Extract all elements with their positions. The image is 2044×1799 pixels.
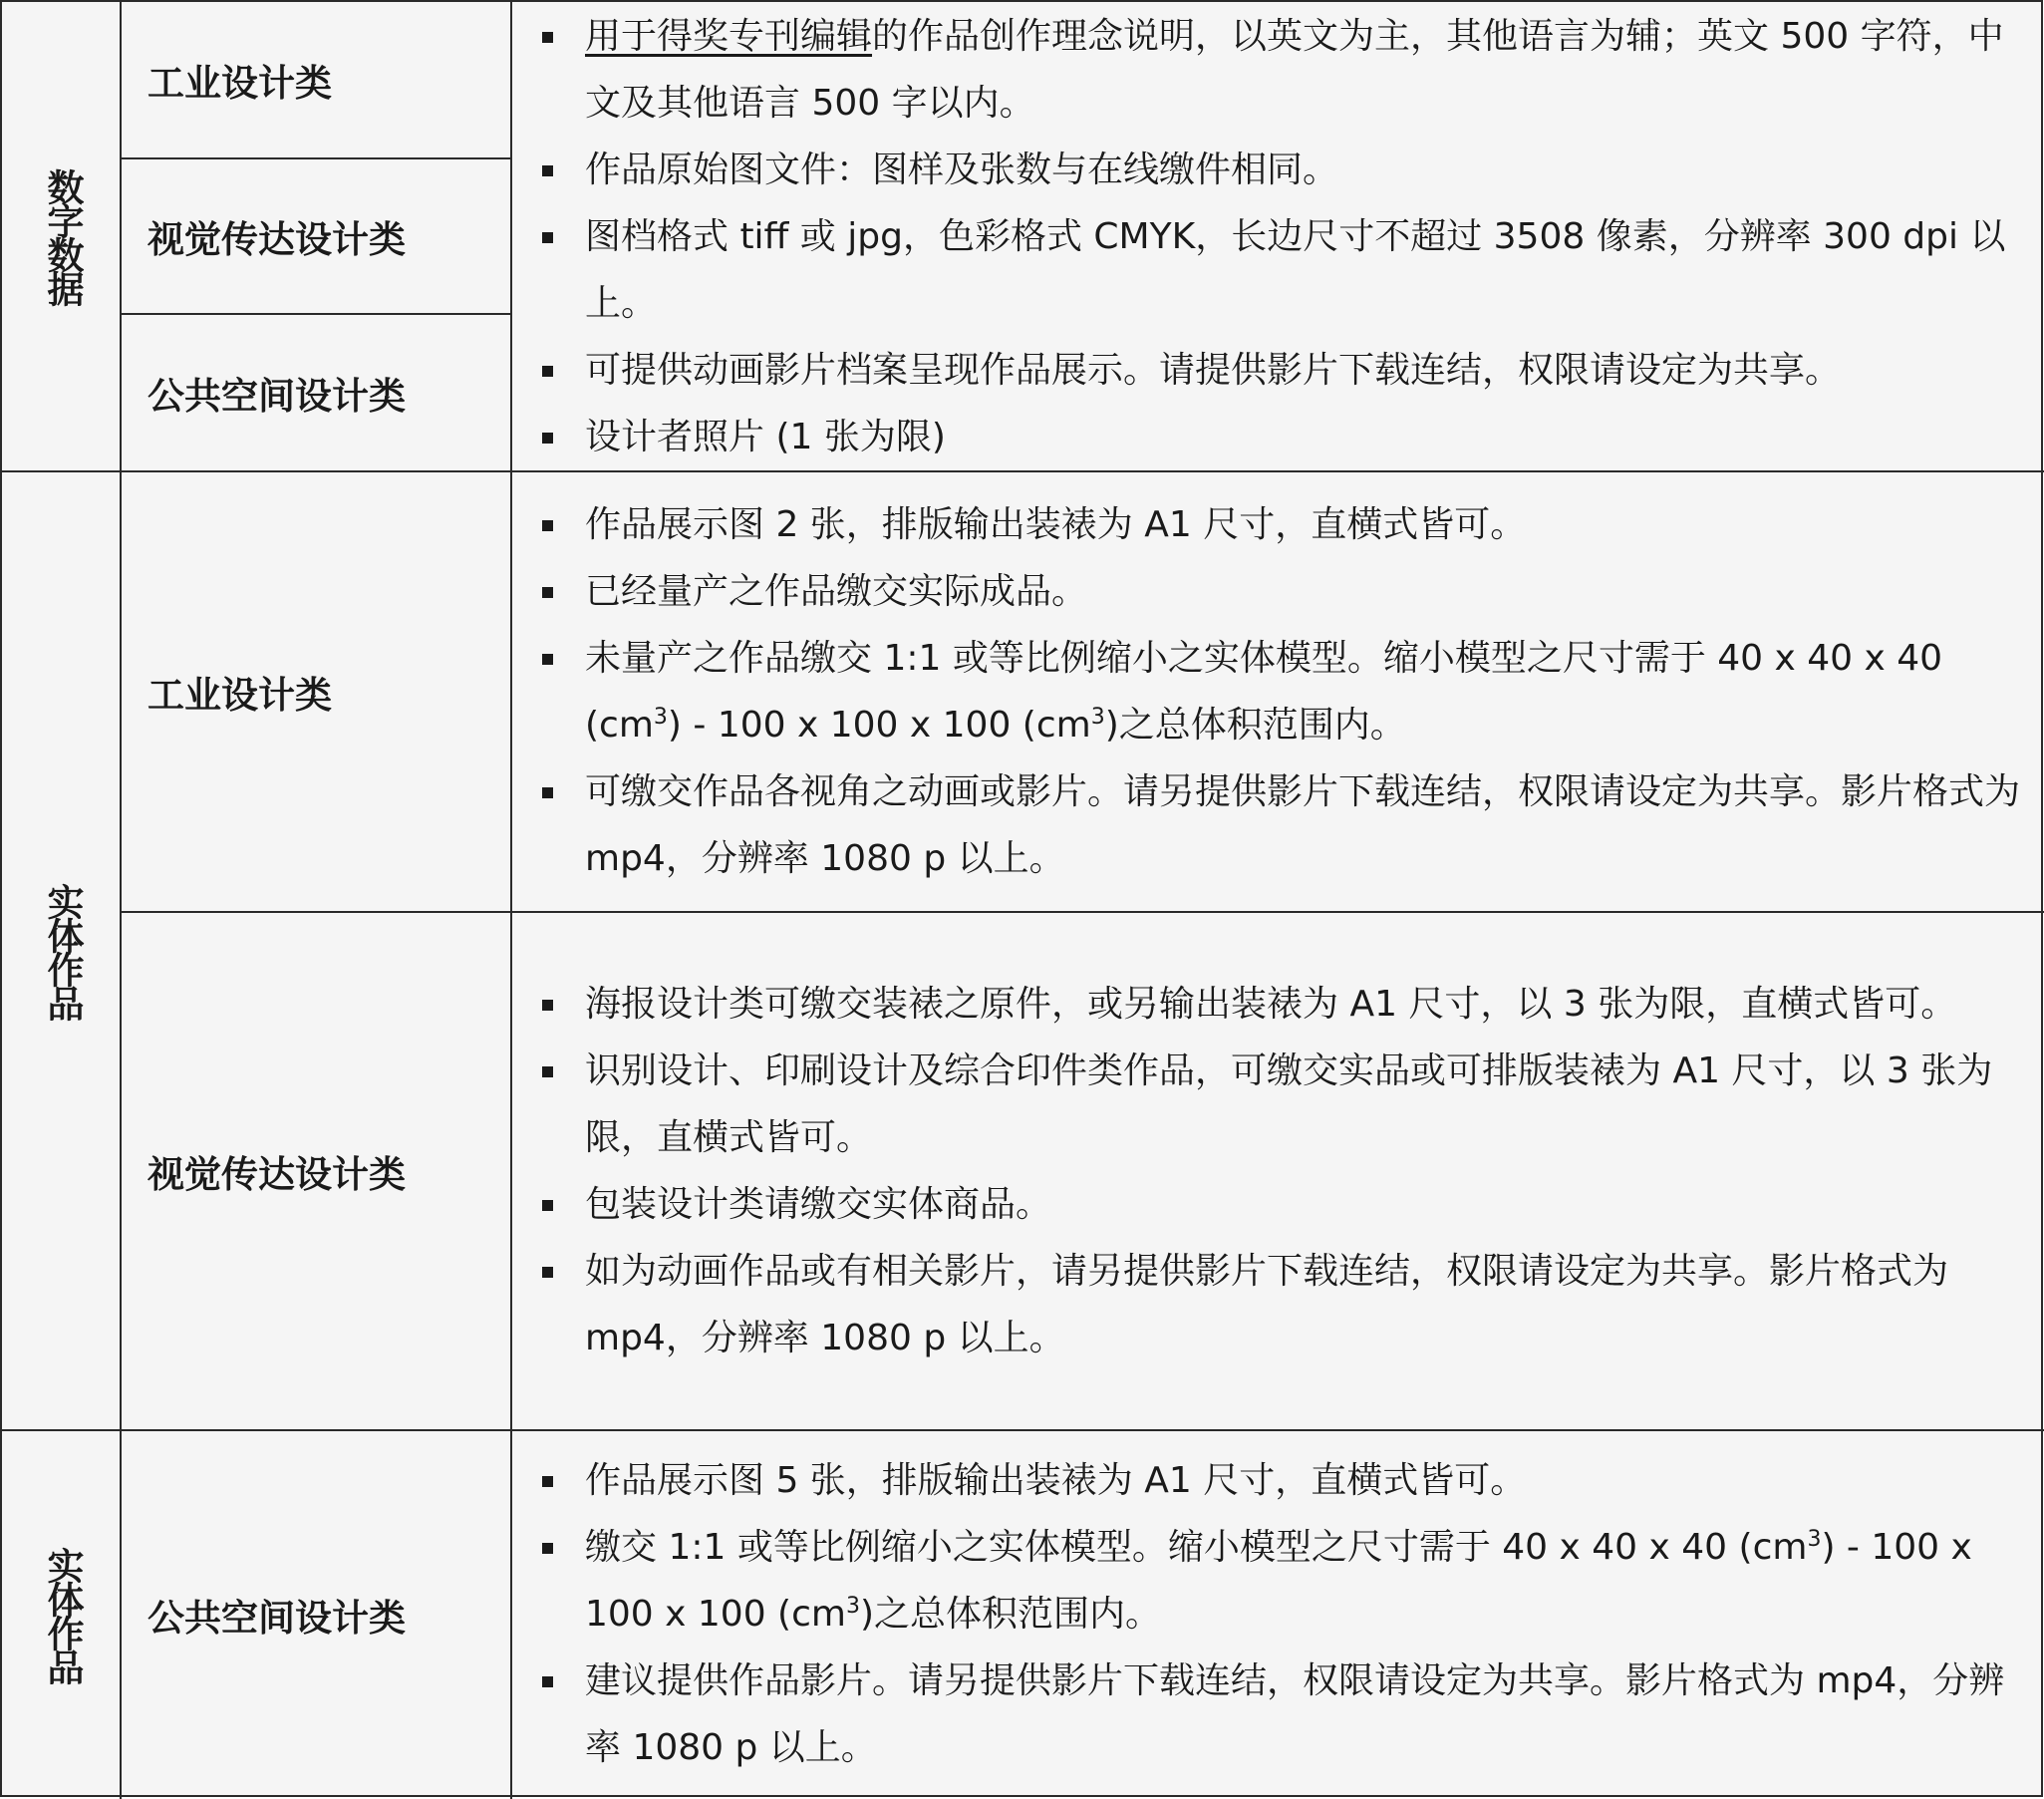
group-label-digital: 数字数据 <box>41 168 84 304</box>
list-item: 未量产之作品缴交 1:1 或等比例缩小之实体模型。缩小模型之尺寸需于 40 x 40 x 40 $(cm^3) - 100$ x 100 x 100 $(cm^3)$之总体积范围内。 <box>542 625 2027 758</box>
grid-line <box>120 2 122 1799</box>
group-label-physical-public: 实体作品 <box>41 1546 84 1682</box>
list-item: 如为动画作品或有相关影片，请另提供影片下载连结，权限请设定为共享。影片格式为 mp4，分辨率 1080 p 以上。 <box>542 1238 2027 1371</box>
category-visual-physical: 视觉传达设计类 <box>147 1153 406 1196</box>
grid-line <box>122 911 2044 913</box>
description-digital <box>512 2 2043 470</box>
list-item: 作品展示图 5 张，排版输出装裱为 A1 尺寸，直横式皆可。 <box>542 1447 2027 1514</box>
list-item: 可提供动画影片档案呈现作品展示。请提供影片下载连结，权限请设定为共享。 <box>542 337 2027 404</box>
list-item: 海报设计类可缴交装裱之原件，或另输出装裱为 A1 尺寸，以 3 张为限，直横式皆可。 <box>542 971 2027 1038</box>
list-item: 作品展示图 2 张，排版输出装裱为 A1 尺寸，直横式皆可。 <box>542 491 2027 558</box>
description-visual-physical <box>512 913 2043 1429</box>
grid-line <box>2 1429 2044 1431</box>
list-item: 设计者照片 (1 张为限) <box>542 404 2027 470</box>
category-public-digital: 公共空间设计类 <box>147 375 406 418</box>
list-item: 已经量产之作品缴交实际成品。 <box>542 558 2027 625</box>
list-item: 包装设计类请缴交实体商品。 <box>542 1171 2027 1238</box>
grid-line <box>122 313 512 315</box>
list-item: 建议提供作品影片。请另提供影片下载连结，权限请设定为共享。影片格式为 mp4，分辨率 1080 p 以上。 <box>542 1648 2027 1781</box>
group-label-physical: 实体作品 <box>41 883 84 1019</box>
category-public-physical: 公共空间设计类 <box>147 1596 406 1640</box>
description-industrial-physical <box>512 472 2043 911</box>
grid-line <box>122 157 512 159</box>
underlined-text: 用于得奖专刊编辑 <box>585 15 873 57</box>
list-item: 缴交 1:1 或等比例缩小之实体模型。缩小模型之尺寸需于 40 x 40 x 40 $(cm^3) - 100$ x 100 x 100 $(cm^3)$之总体积范围内。 <box>542 1514 2027 1648</box>
list-item: 识别设计、印刷设计及综合印件类作品，可缴交实品或可排版装裱为 A1 尺寸，以 3 张为限，直横式皆可。 <box>542 1038 2027 1171</box>
list-item: 图档格式 tiff 或 jpg，色彩格式 CMYK，长边尺寸不超过 3508 像素，分辨率 300 dpi 以上。 <box>542 203 2027 337</box>
description-public-physical <box>512 1431 2043 1797</box>
list-item: 作品原始图文件：图样及张数与在线缴件相同。 <box>542 137 2027 203</box>
list-item: 用于得奖专刊编辑的作品创作理念说明，以英文为主，其他语言为辅；英文 500 字符，中文及其他语言 500 字以内。 <box>542 3 2027 137</box>
category-industrial-digital: 工业设计类 <box>147 62 332 105</box>
list-item: 可缴交作品各视角之动画或影片。请另提供影片下载连结，权限请设定为共享。影片格式为 mp4，分辨率 1080 p 以上。 <box>542 758 2027 892</box>
category-visual-digital: 视觉传达设计类 <box>147 218 406 261</box>
grid-line <box>2 470 2044 472</box>
grid-line <box>510 2 512 1799</box>
category-industrial-physical: 工业设计类 <box>147 674 332 717</box>
